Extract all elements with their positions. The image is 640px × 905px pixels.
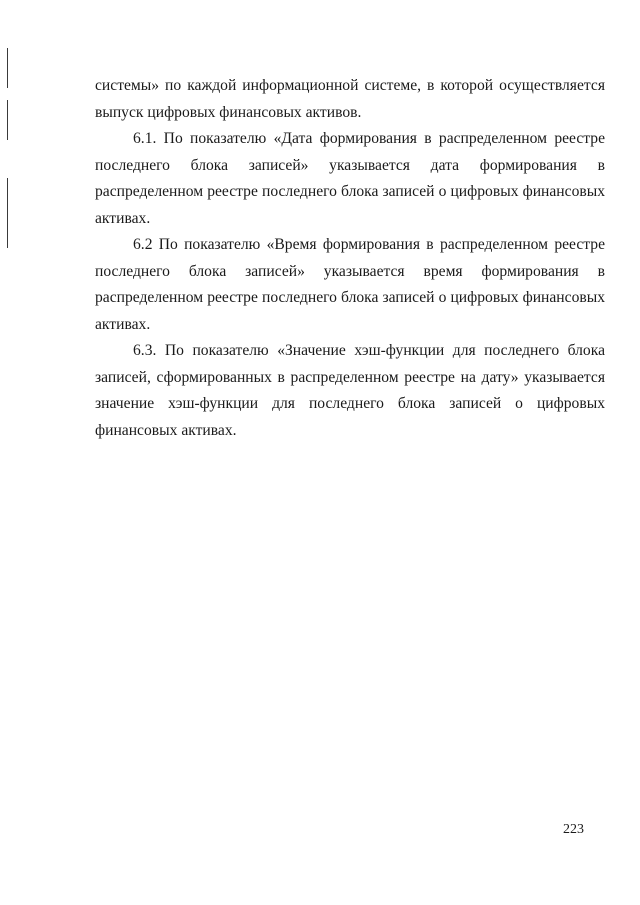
paragraph-6-1: 6.1. По показателю «Дата формирования в распределенном реестре последнего блока записей» указывается дата формирования в распределенном реестре последнего блока записей о цифровых финансовых активах. bbox=[95, 130, 605, 227]
paragraph-6-2: 6.2 По показателю «Время формирования в распределенном реестре последнего блока записей» указывается время формирования в распределенном реестре последнего блока записей о цифровых финансовых активах. bbox=[95, 236, 605, 333]
paragraph-continuation: системы» по каждой информационной системе, в которой осуществляется выпуск цифровых финансовых активов. bbox=[95, 77, 605, 121]
body-text bbox=[95, 73, 605, 444]
paragraph-6-3: 6.3. По показателю «Значение хэш-функции для последнего блока записей, сформированных в распределенном реестре на дату» указывается значение хэш-функции для последнего блока записей о цифровых финансовых активах. bbox=[95, 342, 605, 439]
scan-edge-mark bbox=[7, 178, 8, 248]
scan-edge-mark bbox=[7, 48, 8, 88]
scan-edge-mark bbox=[7, 100, 8, 140]
page-number: 223 bbox=[563, 822, 584, 837]
